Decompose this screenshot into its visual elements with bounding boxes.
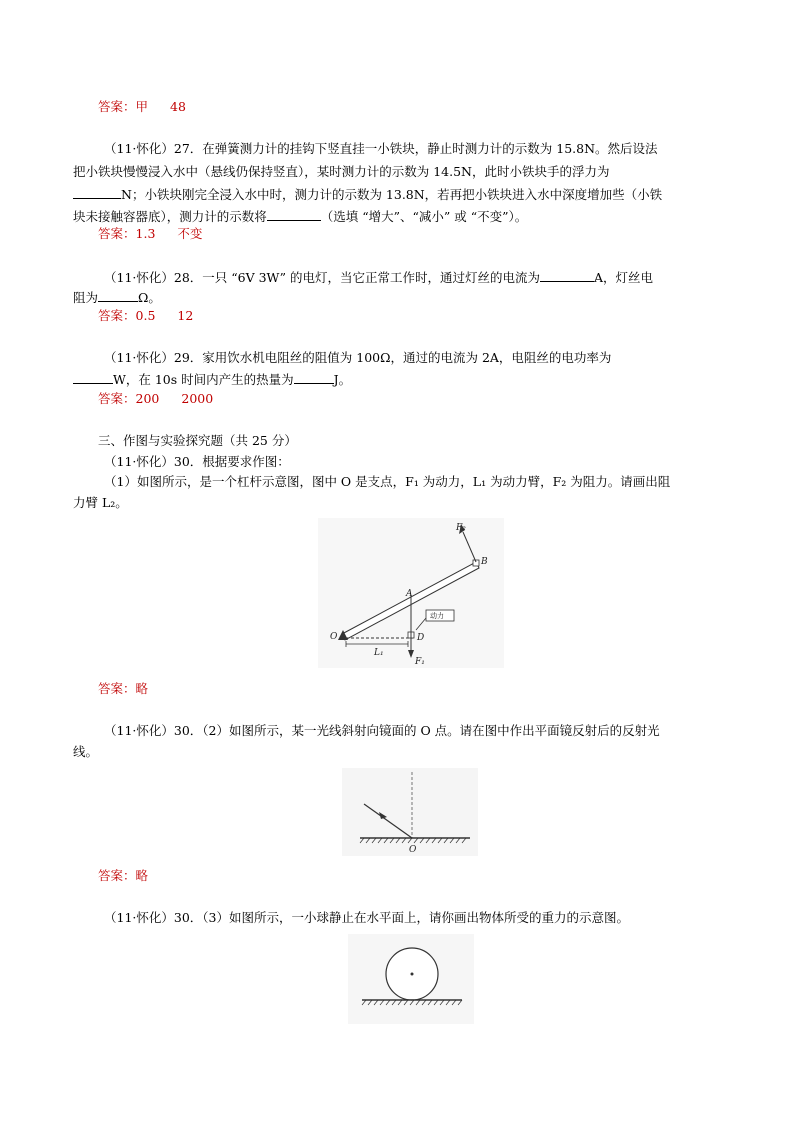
q30-intro: （11·怀化）30．根据要求作图： [104,454,290,469]
q28-line-2-text-a: 阻为 [73,290,99,305]
label-force-tag: 动力 [430,612,444,620]
lever-figure [318,518,504,668]
q30-1-line-2: 力臂 L₂。 [73,495,128,510]
answer-value-2: 12 [177,308,194,323]
ball-figure [348,934,474,1024]
label-o: O [330,632,338,642]
answer-value: 略 [135,868,149,883]
answer-value-1: 200 [135,391,160,406]
q28-line-1-text-b: A，灯丝电 [594,270,654,285]
q30-3-line-1: （11·怀化）30．（3）如图所示，一小球静止在水平面上，请你画出物体所受的重力的示意图。 [104,910,629,925]
label-d: D [417,633,425,643]
q28-line-2 [73,289,161,306]
blank[interactable] [73,371,113,384]
blank[interactable] [540,269,594,282]
section-title: 三、作图与实验探究题（共 25 分） [98,433,297,448]
answer-26 [98,99,186,115]
blank[interactable] [73,186,121,199]
mirror-figure [342,768,478,856]
label-b: B [481,557,488,567]
label-a: A [406,589,413,599]
answer-30-1 [98,681,148,697]
q28-line-2-text-b: Ω。 [138,290,161,305]
answer-value-2: 48 [170,99,186,114]
blank[interactable] [267,208,321,221]
q27-line-4-text-a: 块未接触容器底），测力计的示数将 [73,209,267,224]
answer-value-1: 0.5 [135,308,156,323]
answer-value-1: 1.3 [135,226,156,241]
answer-value-1: 甲 [135,99,149,114]
label-o: O [409,845,417,855]
q27-line-4 [73,208,527,225]
answer-prefix: 答案： [98,226,136,241]
blank[interactable] [98,289,138,302]
answer-30-2 [98,868,148,884]
answer-prefix: 答案： [98,308,136,323]
q27-line-2: 把小铁块慢慢浸入水中（悬线仍保持竖直），某时测力计的示数为 14.5N，此时小铁块手的浮力为 [73,164,610,179]
q30-2-line-2: 线。 [73,744,99,759]
answer-value-2: 不变 [177,226,203,241]
q29-line-2-text-a: W，在 10s 时间内产生的热量为 [113,372,294,387]
q29-line-1: （11·怀化）29．家用饮水机电阻丝的阻值为 100Ω，通过的电流为 2A，电阻丝的电功率为 [104,350,612,365]
answer-prefix: 答案： [98,99,136,114]
label-f1: F₁ [415,657,425,667]
q30-2-line-1: （11·怀化）30．（2）如图所示，某一光线斜射向镜面的 O 点。请在图中作出平面镜反射后的反射光 [104,723,660,738]
q27-line-3 [73,186,662,203]
answer-28 [98,308,193,324]
answer-value: 略 [135,681,149,696]
answer-prefix: 答案： [98,868,136,883]
q27-line-3-text: N；小铁块刚完全浸入水中时，测力计的示数为 13.8N，若再把小铁块进入水中深度增加些（小铁 [121,187,663,202]
blank[interactable] [294,371,334,384]
ball-diagram [348,934,474,1024]
q29-line-2 [73,371,351,388]
q30-1-line-1: （1）如图所示，是一个杠杆示意图，图中 O 是支点，F₁ 为动力，L₁ 为动力臂，F₂ 为阻力。请画出阻 [104,474,671,489]
q28-line-1-text-a: （11·怀化）28．一只 “6V 3W” 的电灯，当它正常工作时，通过灯丝的电流为 [104,270,540,285]
answer-value-2: 2000 [181,391,214,406]
label-f2: F₂ [456,523,466,533]
label-l1: L₁ [374,648,384,658]
mirror-diagram [342,768,478,856]
q27-line-4-text-b: （选填 “增大”、“减小” 或 “不变”）。 [320,209,528,224]
q27-line-1: （11·怀化）27．在弹簧测力计的挂钩下竖直挂一小铁块，静止时测力计的示数为 15.8N。然后设法 [104,141,658,156]
lever-diagram [318,518,504,668]
answer-29 [98,391,213,407]
answer-27 [98,226,202,242]
q28-line-1 [104,269,653,286]
answer-prefix: 答案： [98,681,136,696]
ball-center [411,973,414,976]
q29-line-2-text-b: J。 [333,372,352,387]
answer-prefix: 答案： [98,391,136,406]
